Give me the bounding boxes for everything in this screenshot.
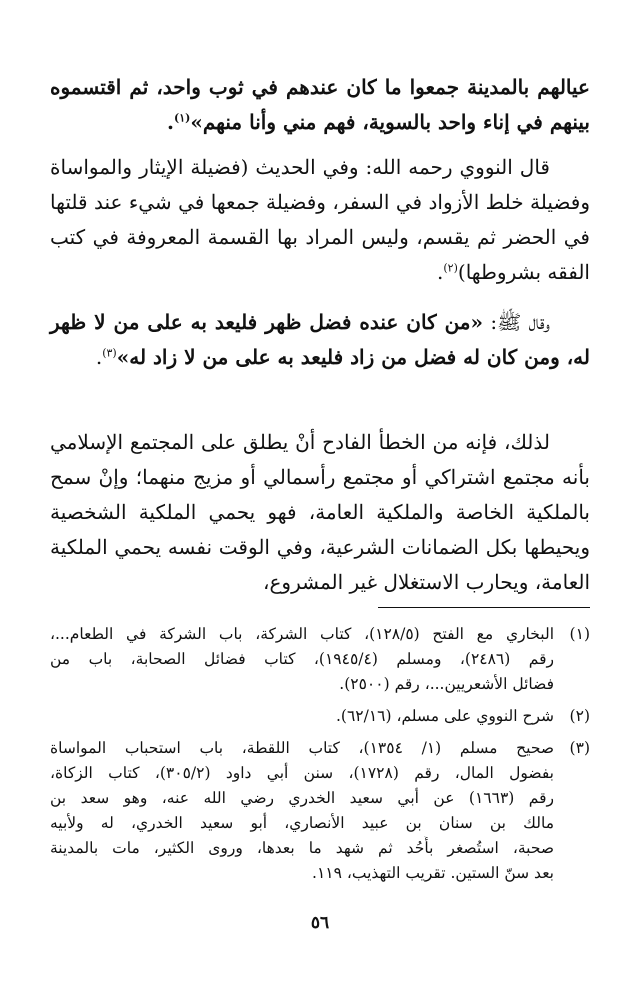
footnote-line: مالك بن سنان بن عبيد الأنصاري، أبو سعيد الخدري، له ولأبيه (50, 814, 554, 832)
footnote-line: رقم (١٦٦٣) عن أبي سعيد الخدري رضي الله عنه، وهو سعد بن (50, 789, 554, 807)
paragraph-hadith-quote (50, 305, 590, 375)
footnote-ref-1: (١) (174, 111, 191, 125)
paragraph-3-tail: . (95, 345, 103, 369)
footnote-line: بعد سنّ الستين. تقريب التهذيب، ١١٩. (312, 864, 554, 882)
footnote-3 (50, 736, 590, 886)
footnote-line: بفضول المال، رقم (١٧٢٨)، سنن أبي داود (٣٠٥/٢)، كتاب الزكاة، (50, 764, 554, 782)
footnote-line: صحيح مسلم (١/ ١٣٥٤)، كتاب اللقطة، باب استحباب المواساة (50, 739, 554, 757)
footnote-body (50, 736, 554, 886)
footnote-1 (50, 622, 590, 697)
footnotes (50, 622, 590, 893)
footnote-number: (٣) (569, 739, 590, 757)
paragraph-4-text: لذلك، فإنه من الخطأ الفادح أنْ يطلق على المجتمع الإسلامي بأنه مجتمع اشتراكي أو مجتمع رأسمالي أو مزيج منهما؛ وإنْ سمح بالملكية الخاصة والملكية العامة، فهو يحمي الملكية الشخصية ويحيطها بكل الضمانات الشرعية، وفي الوقت نفسه يحمي الملكية العامة، ويحارب الاستغلال غير المشروع، (50, 430, 590, 594)
footnote-line: البخاري مع الفتح (١٢٨/٥)، كتاب الشركة، باب الشركة في الطعام...، (50, 625, 554, 643)
paragraph-conclusion (50, 425, 590, 600)
footnote-line: رقم (٢٤٨٦)، ومسلم (١٩٤٥/٤)، كتاب فضائل الصحابة، باب من (50, 650, 554, 668)
footnote-separator (378, 607, 590, 608)
footnote-line: فضائل الأشعريين...، رقم (٢٥٠٠). (339, 675, 554, 693)
paragraph-nawawi-commentary (50, 150, 590, 290)
footnote-body (50, 704, 554, 729)
paragraph-3-hadith: «من كان عنده فضل ظهر فليعد به على من لا ظهر له، ومن كان له فضل من زاد فليعد به على من لا زاد له» (50, 310, 590, 369)
footnote-line: صحبة، استُصغر بأُحُد ثم شهد ما بعدها، وروى الكثير، مات بالمدينة (50, 839, 554, 857)
page-number: ٥٦ (310, 913, 330, 933)
footnote-line: شرح النووي على مسلم، (٦٢/١٦). (335, 707, 554, 725)
footnote-ref-3: (٣) (102, 346, 117, 360)
footnote-body (50, 622, 554, 697)
paragraph-hadith-continuation (50, 70, 590, 140)
footnote-number: (٢) (569, 707, 590, 725)
footnote-number: (١) (569, 625, 590, 643)
footnote-2 (50, 704, 590, 729)
paragraph-1-tail: . (167, 110, 174, 134)
paragraph-2-text: قال النووي رحمه الله: وفي الحديث (فضيلة الإيثار والمواساة وفضيلة خلط الأزواد في السفر، وفضيلة جمعها في شيء عند قلتها في الحضر ثم يقسم، وليس المراد بها القسمة المعروفة في كتب الفقه بشروطها) (50, 155, 590, 284)
footnote-ref-2: (٢) (443, 261, 458, 275)
paragraph-3-intro: وقال ﷺ: (483, 310, 550, 334)
paragraph-2-tail: . (437, 260, 444, 284)
paragraph-1-text: عيالهم بالمدينة جمعوا ما كان عندهم في ثوب واحد، ثم اقتسموه بينهم في إناء واحد بالسوية، فهم مني وأنا منهم» (50, 75, 590, 134)
